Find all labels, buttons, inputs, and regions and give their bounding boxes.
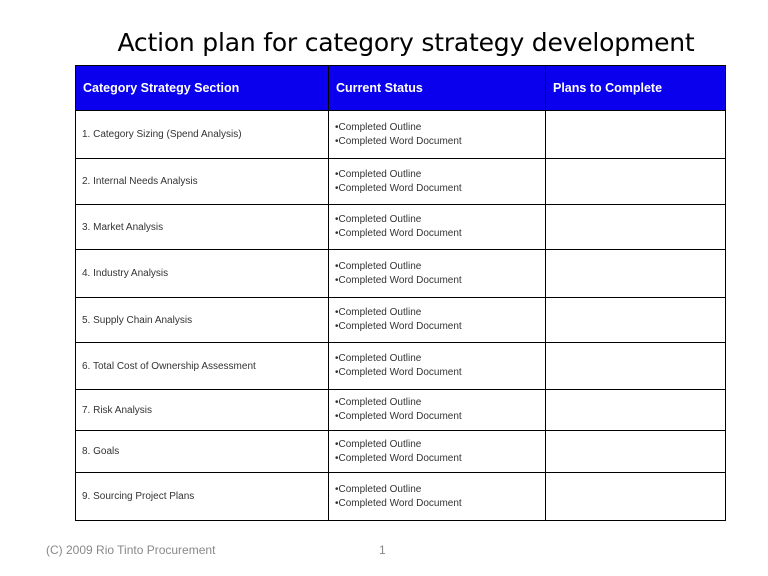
status-line: •Completed Outline	[335, 121, 422, 133]
status-line: •Completed Word Document	[335, 452, 462, 464]
status-line: •Completed Outline	[335, 260, 422, 272]
table-row	[76, 159, 726, 205]
status-line: •Completed Word Document	[335, 367, 462, 378]
plans-cell	[546, 250, 726, 298]
status-line: •Completed Outline	[335, 168, 422, 180]
status-line: •Completed Word Document	[335, 497, 462, 509]
section-cell: 3. Market Analysis	[76, 205, 329, 250]
status-line: •Completed Outline	[335, 214, 422, 225]
status-line: •Completed Word Document	[335, 228, 462, 239]
status-cell	[329, 390, 546, 431]
status-cell	[329, 111, 546, 159]
status-line: •Completed Outline	[335, 438, 422, 450]
section-cell: 8. Goals	[76, 431, 329, 473]
plans-cell	[546, 159, 726, 205]
section-cell: 2. Internal Needs Analysis	[76, 159, 329, 205]
plans-cell	[546, 390, 726, 431]
status-line: •Completed Outline	[335, 353, 422, 364]
section-cell: 9. Sourcing Project Plans	[76, 473, 329, 521]
plans-cell	[546, 431, 726, 473]
action-plan-table	[75, 65, 726, 521]
copyright-text: (C) 2009 Rio Tinto Procurement	[46, 543, 216, 557]
status-cell	[329, 159, 546, 205]
plans-cell	[546, 205, 726, 250]
status-line: •Completed Word Document	[335, 182, 462, 194]
page-number: 1	[379, 543, 386, 557]
plans-cell	[546, 473, 726, 521]
status-line: •Completed Outline	[335, 307, 422, 318]
status-line: •Completed Outline	[335, 397, 422, 408]
status-cell	[329, 205, 546, 250]
section-cell: 7. Risk Analysis	[76, 390, 329, 431]
status-line: •Completed Word Document	[335, 411, 462, 422]
table-header-row	[76, 66, 726, 111]
header-current-status: Current Status	[329, 66, 546, 111]
status-cell	[329, 473, 546, 521]
section-cell: 1. Category Sizing (Spend Analysis)	[76, 111, 329, 159]
status-line: •Completed Word Document	[335, 135, 462, 147]
table-row	[76, 111, 726, 159]
status-line: •Completed Word Document	[335, 321, 462, 332]
section-cell: 5. Supply Chain Analysis	[76, 298, 329, 343]
table-row	[76, 250, 726, 298]
header-category-strategy-section: Category Strategy Section	[76, 66, 329, 111]
table-row	[76, 473, 726, 521]
plans-cell	[546, 343, 726, 390]
status-cell	[329, 431, 546, 473]
table-row	[76, 390, 726, 431]
header-plans-to-complete: Plans to Complete	[546, 66, 726, 111]
section-cell: 4. Industry Analysis	[76, 250, 329, 298]
plans-cell	[546, 298, 726, 343]
plans-cell	[546, 111, 726, 159]
status-line: •Completed Outline	[335, 483, 422, 495]
table-row	[76, 298, 726, 343]
table-row	[76, 205, 726, 250]
section-cell: 6. Total Cost of Ownership Assessment	[76, 343, 329, 390]
status-cell	[329, 298, 546, 343]
table-row	[76, 431, 726, 473]
slide-title: Action plan for category strategy development	[117, 28, 695, 57]
status-cell	[329, 343, 546, 390]
table-row	[76, 343, 726, 390]
status-cell	[329, 250, 546, 298]
status-line: •Completed Word Document	[335, 274, 462, 286]
